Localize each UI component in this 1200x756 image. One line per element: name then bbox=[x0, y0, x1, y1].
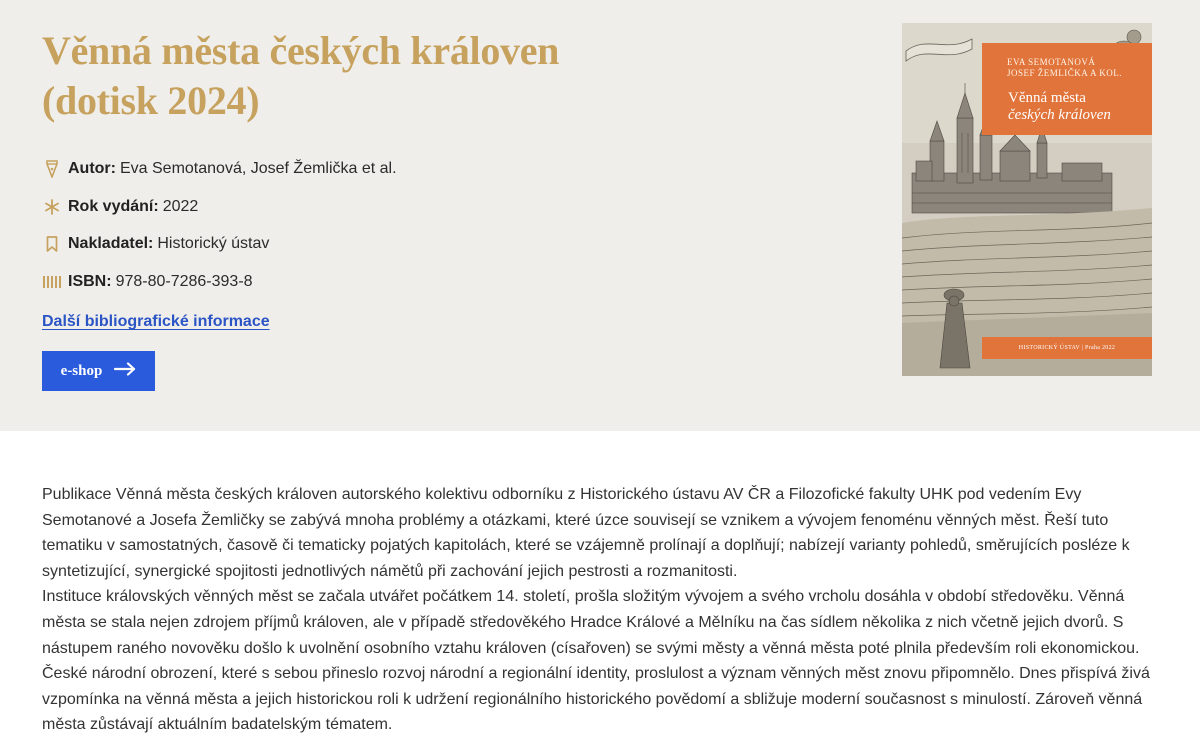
cover-authors bbox=[1007, 57, 1147, 79]
meta-isbn-label: ISBN: bbox=[68, 272, 112, 290]
bookmark-icon bbox=[42, 234, 62, 254]
eshop-button-label: e-shop bbox=[60, 362, 103, 379]
page-title bbox=[42, 26, 742, 126]
title-line-1: Věnná města českých královen bbox=[42, 28, 560, 73]
meta-isbn-value: 978-80-7286-393-8 bbox=[115, 272, 253, 290]
description-paragraph-2: Instituce královských věnných měst se začala utvářet počátkem 14. století, prošla složitým vývojem a svého vrcholu dosáhla v období středověku. Věnná města se stala nejen zdrojem příjmů královen, ale v případě středověkého Hradce Králové a Mělníku na čas sídlem několika z nich včetně jejich dvorů. S nástupem raného novověku došlo k uvolnění osobního vztahu královen (císařoven) se svými městy a věnná města poté plnila především roli ekonomickou. České národní obrození, které s sebou přineslo rozvoj národní a regionální identity, proslulost a význam věnných měst znovu připomnělo. Dnes přispívá živá vzpomínka na věnná města a jejich historickou roli k udržení regionálního historického povědomí a sbližuje moderní současnost s minulostí. Zároveň věnná města zůstávají aktuálním badatelským tématem. bbox=[42, 588, 1150, 734]
cover-title-line-1: Věnná města bbox=[1008, 90, 1086, 106]
book-description bbox=[42, 482, 1162, 738]
eshop-button[interactable] bbox=[42, 351, 155, 391]
asterisk-icon bbox=[42, 197, 62, 217]
arrow-right-icon bbox=[114, 362, 136, 381]
cover-title bbox=[1008, 90, 1148, 124]
cover-author-1: EVA SEMOTANOVÁ bbox=[1007, 57, 1096, 67]
pen-nib-icon bbox=[42, 159, 62, 179]
meta-author-value: Eva Semotanová, Josef Žemlička et al. bbox=[119, 160, 397, 177]
meta-publisher-value: Historický ústav bbox=[157, 235, 270, 252]
meta-year-value: 2022 bbox=[162, 197, 199, 215]
meta-author-label: Autor: bbox=[68, 160, 116, 177]
cover-title-line-2: českých královen bbox=[1008, 107, 1111, 123]
meta-year-label: Rok vydání: bbox=[68, 197, 159, 215]
meta-publisher-label: Nakladatel: bbox=[68, 235, 154, 252]
barcode-icon bbox=[42, 272, 62, 292]
bibliographic-info-link[interactable]: Další bibliografické informace bbox=[42, 313, 270, 330]
title-line-2: (dotisk 2024) bbox=[42, 78, 260, 123]
description-paragraph-1: Publikace Věnná města českých královen autorského kolektivu odborníku z Historického ústavu AV ČR a Filozofické fakulty UHK pod vedením Evy Semotanové a Josefa Žemličky se zabývá mnoha problémy a otázkami, které úzce souvisejí se vznikem a vývojem fenoménu věnných měst. Řeší tuto tematiku v samostatných, časově či tematicky pojatých kapitolách, které se vzájemně prolínají a doplňují; nabízejí varianty pohledů, směrujících posléze k syntetizující, synergické spojitosti jednotlivých námětů při zachování jejich pestrosti a rozmanitosti. bbox=[42, 486, 1130, 580]
cover-footer: HISTORICKÝ ÚSTAV | Praha 2022 bbox=[982, 337, 1152, 359]
book-cover bbox=[902, 23, 1152, 376]
cover-author-2: JOSEF ŽEMLIČKA A KOL. bbox=[1007, 68, 1123, 78]
